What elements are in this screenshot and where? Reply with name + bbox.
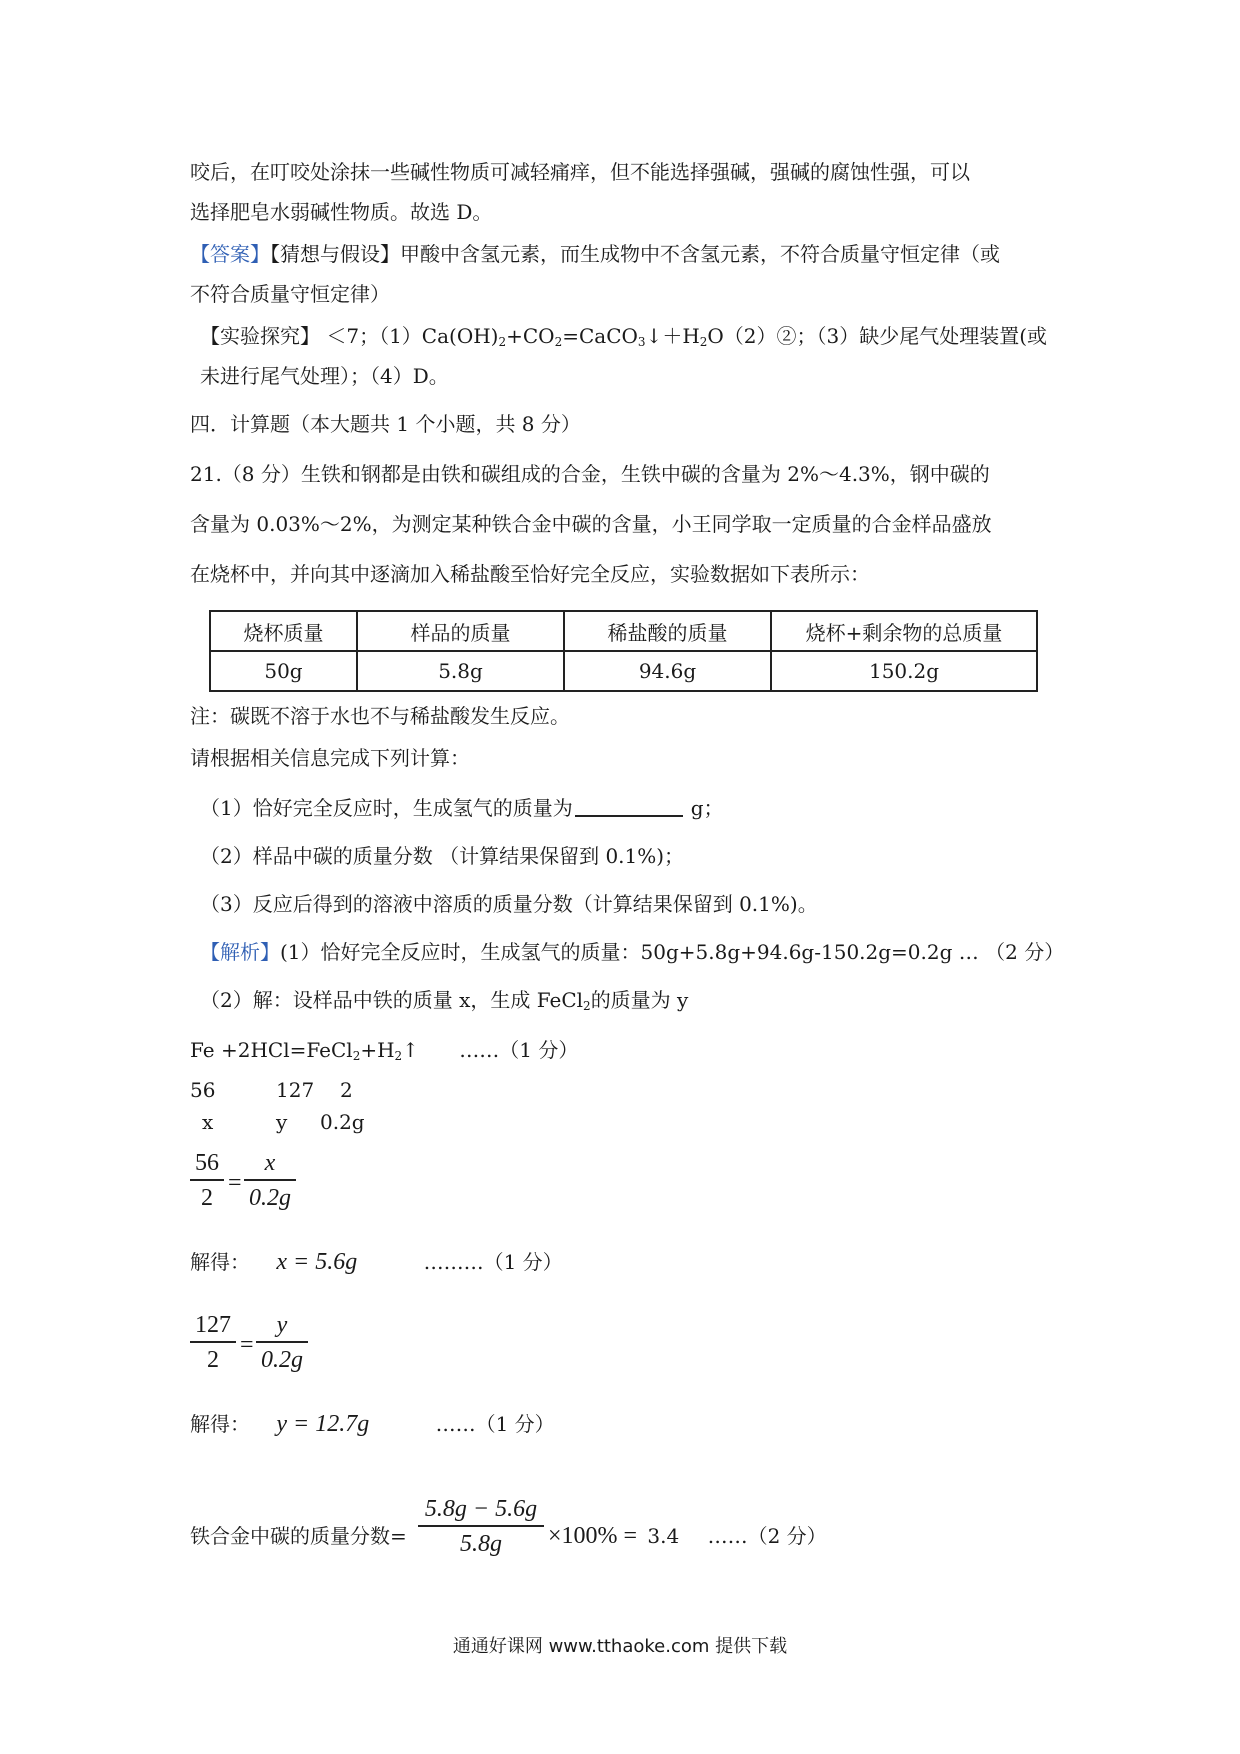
question-line-2: 含量为 0.03%～2%，为测定某种铁合金中碳的含量，小王同学取一定质量的合金样品盛放 <box>190 512 992 536</box>
answer-3-a: 【实验探究】 ＜7；（1）Ca(OH) <box>200 324 499 348</box>
frac-den: 0.2g <box>261 1347 303 1373</box>
table-header: 稀盐酸的质量 <box>564 611 771 651</box>
answer-3-d: ↓＋H <box>645 324 700 348</box>
reaction-equation <box>190 1036 578 1070</box>
sub-2f: 2 <box>394 1049 403 1063</box>
analysis-line-1 <box>200 938 1064 966</box>
answer-3-b: +CO <box>506 324 555 348</box>
eq-a: Fe +2HCl=FeCl <box>190 1038 353 1062</box>
frac-den: 2 <box>201 1185 213 1211</box>
sub-2d: 2 <box>583 999 591 1013</box>
frac-num: 127 <box>190 1312 236 1343</box>
q1-text: （1）恰好完全反应时，生成氢气的质量为 <box>200 796 573 820</box>
question-line-1: 21.（8 分）生铁和钢都是由铁和碳组成的合金，生铁中碳的含量为 2%～4.3%，钢中碳的 <box>190 462 990 486</box>
solve-x-score: ………（1 分） <box>423 1250 563 1274</box>
table-header: 烧杯质量 <box>210 611 357 651</box>
carbon-result: 3.4 <box>647 1524 680 1548</box>
sub-2c: 2 <box>699 335 708 349</box>
solve-y: y = 12.7g <box>276 1411 370 1437</box>
analysis-tag: 【解析】 <box>200 940 280 964</box>
answer-line-1 <box>190 240 1000 268</box>
var-h2: 0.2g <box>320 1110 365 1134</box>
fraction-127-2 <box>190 1312 236 1374</box>
carbon-score: ……（2 分） <box>707 1524 827 1548</box>
analysis-line-2 <box>200 986 688 1020</box>
equals-sign: = <box>228 1170 242 1196</box>
table-header-row <box>210 611 1037 651</box>
data-table <box>209 610 1038 692</box>
table-row <box>210 651 1037 691</box>
sub-3: 3 <box>637 335 646 349</box>
analysis-2-b: 的质量为 y <box>590 988 689 1012</box>
analysis-2-a: （2）解：设样品中铁的质量 x，生成 FeCl <box>200 988 584 1012</box>
carbon-label: 铁合金中碳的质量分数= <box>190 1524 407 1548</box>
fraction-x-0.2g <box>244 1150 296 1212</box>
solve-line-1 <box>190 1248 563 1276</box>
carbon-fraction <box>418 1496 544 1558</box>
table-header: 烧杯+剩余物的总质量 <box>771 611 1037 651</box>
section-title: 四．计算题（本大题共 1 个小题，共 8 分） <box>190 412 581 436</box>
frac-num: y <box>256 1312 308 1343</box>
intro-line-2: 选择肥皂水弱碱性物质。故选 D。 <box>190 200 493 224</box>
answer-line-2: 不符合质量守恒定律） <box>190 282 390 306</box>
frac-num: 56 <box>190 1150 224 1181</box>
solve-label: 解得： <box>190 1250 250 1274</box>
frac-den: 2 <box>207 1347 219 1373</box>
table-cell: 50g <box>210 651 357 691</box>
answer-text-1: 【猜想与假设】甲酸中含氢元素，而生成物中不含氢元素，不符合质量守恒定律（或 <box>270 242 1000 266</box>
solve-label: 解得： <box>190 1412 250 1436</box>
eq-score: ……（1 分） <box>459 1038 579 1062</box>
table-cell: 94.6g <box>564 651 771 691</box>
carbon-num: 5.8g − 5.6g <box>418 1496 544 1527</box>
eq-c: ↑ <box>402 1038 419 1062</box>
solve-line-2 <box>190 1410 555 1438</box>
fraction-56-2 <box>190 1150 224 1212</box>
mass-h2: 2 <box>340 1078 353 1102</box>
mass-fecl2: 127 <box>276 1078 315 1102</box>
sub-2b: 2 <box>554 335 563 349</box>
table-cell: 5.8g <box>357 651 564 691</box>
table-cell: 150.2g <box>771 651 1037 691</box>
answer-3-e: O（2）②；（3）缺少尾气处理装置(或 <box>707 324 1048 348</box>
mass-fe: 56 <box>190 1078 216 1102</box>
solve-x: x = 5.6g <box>276 1249 358 1275</box>
q1-unit: g； <box>690 796 724 820</box>
frac-num: x <box>244 1150 296 1181</box>
answer-line-3 <box>200 322 1047 356</box>
carbon-result-line <box>548 1522 827 1550</box>
question-line-3: 在烧杯中，并向其中逐滴加入稀盐酸至恰好完全反应，实验数据如下表所示： <box>190 562 870 586</box>
table-header: 样品的质量 <box>357 611 564 651</box>
answer-tag: 【答案】 <box>190 242 270 266</box>
answer-blank <box>575 795 683 817</box>
var-x: x <box>202 1110 214 1134</box>
sub-question-3: （3）反应后得到的溶液中溶质的质量分数（计算结果保留到 0.1%)。 <box>200 892 818 916</box>
carbon-tail: ×100% = <box>548 1523 638 1549</box>
answer-line-4: 未进行尾气处理）；（4）D。 <box>200 364 449 388</box>
fraction-y-0.2g <box>256 1312 308 1374</box>
intro-line-1: 咬后，在叮咬处涂抹一些碱性物质可减轻痛痒，但不能选择强碱，强碱的腐蚀性强，可以 <box>190 160 970 184</box>
eq-b: +H <box>360 1038 395 1062</box>
analysis-text-1: (1）恰好完全反应时，生成氢气的质量：50g+5.8g+94.6g-150.2g=0.2g … （2 分） <box>280 940 1065 964</box>
sub-question-2: （2）样品中碳的质量分数 （计算结果保留到 0.1%)； <box>200 844 685 868</box>
equals-sign: = <box>240 1332 254 1358</box>
frac-den: 0.2g <box>249 1185 291 1211</box>
answer-3-c: =CaCO <box>562 324 638 348</box>
var-y: y <box>276 1110 288 1134</box>
sub-question-1 <box>200 794 724 822</box>
sub-2e: 2 <box>352 1049 361 1063</box>
solve-y-score: ……（1 分） <box>435 1412 555 1436</box>
carbon-den: 5.8g <box>460 1531 502 1557</box>
footer-credit: 通通好课网 www.tthaoke.com 提供下载 <box>452 1636 788 1657</box>
instruction: 请根据相关信息完成下列计算： <box>190 746 470 770</box>
sub-2a: 2 <box>498 335 507 349</box>
carbon-fraction-line <box>190 1522 407 1550</box>
note: 注：碳既不溶于水也不与稀盐酸发生反应。 <box>190 704 570 728</box>
